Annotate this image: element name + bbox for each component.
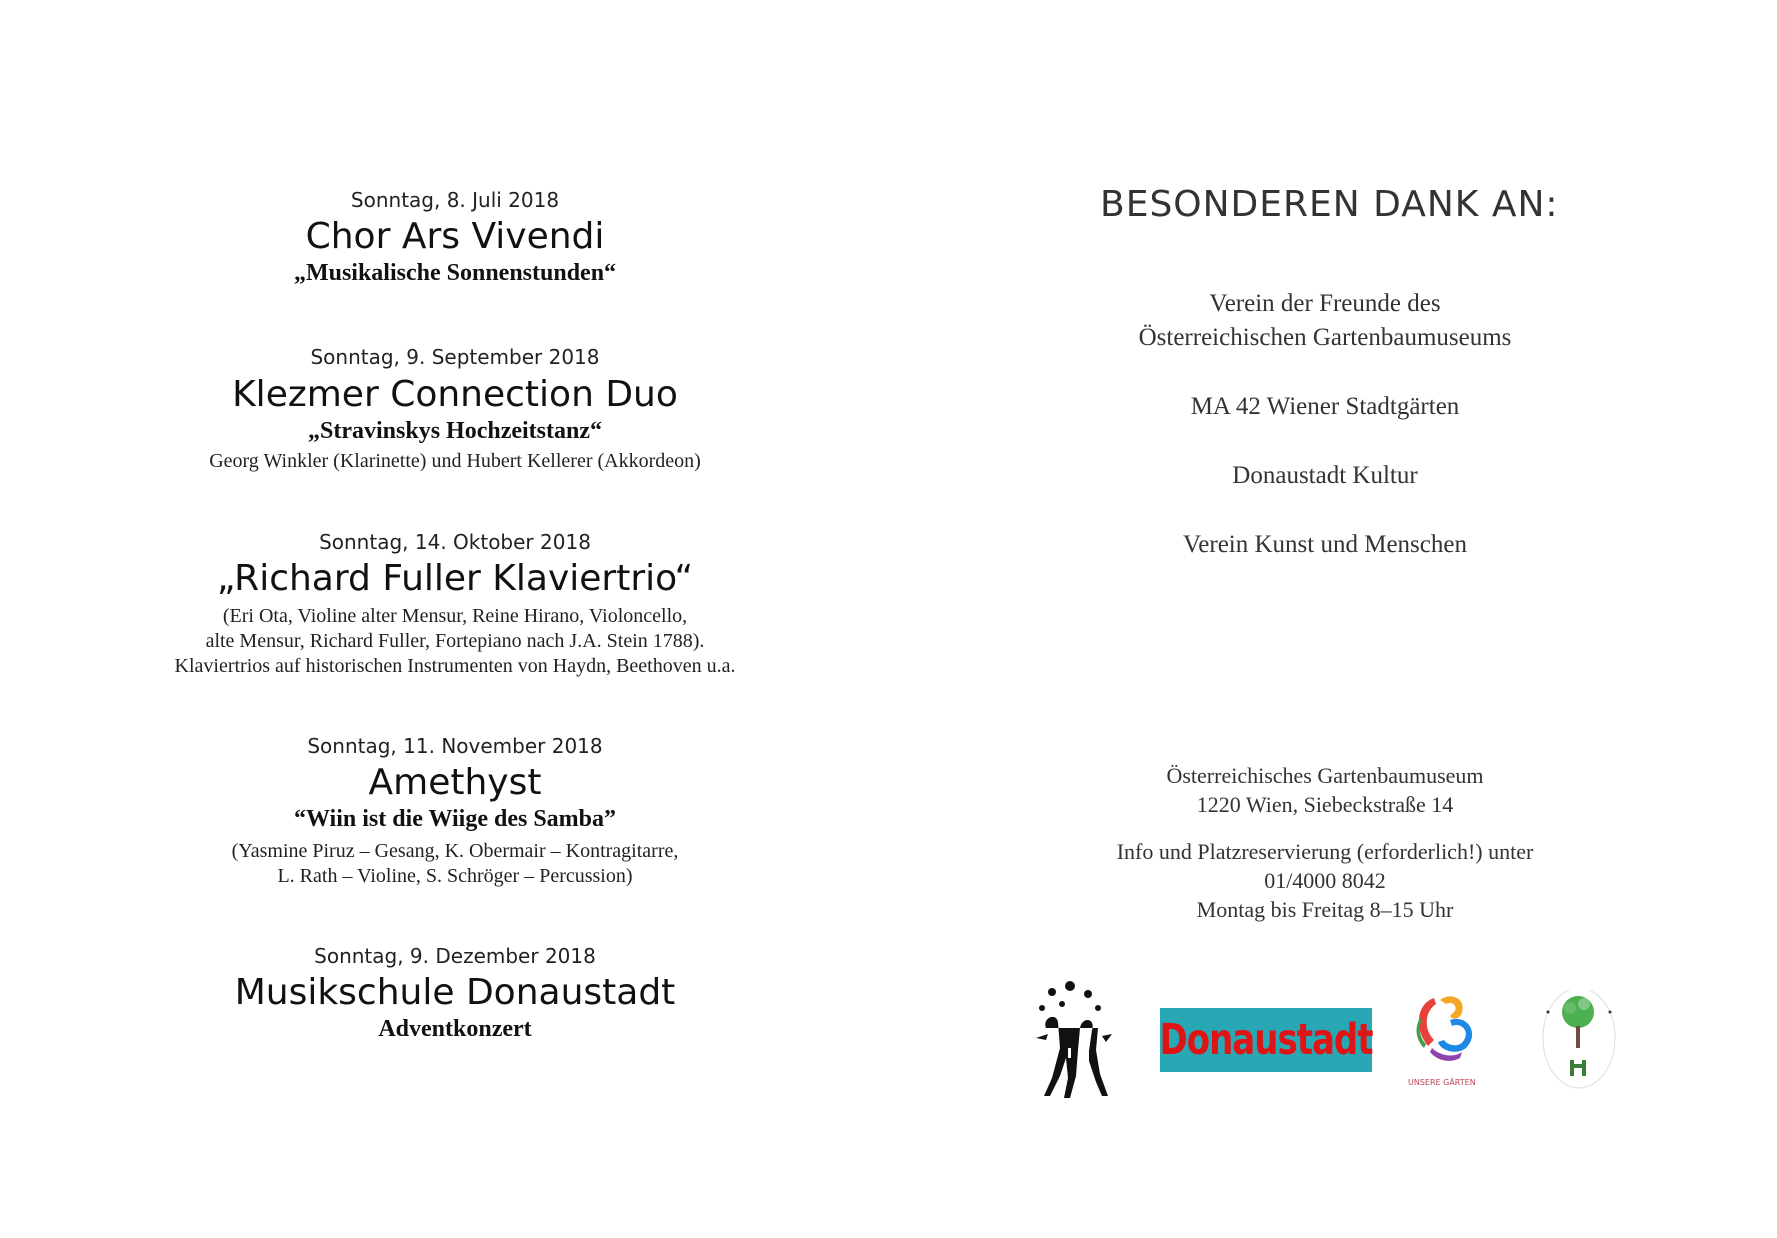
event-title: Amethyst [368, 762, 542, 803]
event-title: „Richard Fuller Klaviertrio“ [216, 558, 694, 599]
event-detail: (Eri Ota, Violine alter Mensur, Reine Hirano, Violoncello, [222, 605, 688, 627]
museum-name: Österreichisches Gartenbaumuseum [1166, 763, 1484, 788]
thanks-heading: BESONDEREN DANK AN: [1100, 184, 1559, 225]
kunst-und-menschen-logo [1022, 978, 1112, 1100]
thanks-item: Verein der Freunde des [1209, 290, 1441, 317]
donaustadt-logo-text: Donaustadt [1159, 1015, 1373, 1065]
event-date: Sonntag, 14. Oktober 2018 [319, 530, 591, 554]
thanks-item: MA 42 Wiener Stadtgärten [1190, 393, 1460, 420]
event-detail: Klaviertrios auf historischen Instrumenten von Haydn, Beethoven u.a. [174, 655, 736, 677]
thanks-item: Österreichischen Gartenbaumuseums [1138, 324, 1512, 351]
event-detail: (Yasmine Piruz – Gesang, K. Obermair – Kontragitarre, [231, 840, 679, 862]
event-date: Sonntag, 9. September 2018 [310, 345, 600, 369]
event-title: Chor Ars Vivendi [305, 216, 605, 257]
event-detail: Georg Winkler (Klarinette) und Hubert Kellerer (Akkordeon) [209, 450, 701, 472]
unsere-gaerten-text: UNSERE GÄRTEN [1408, 1078, 1476, 1087]
event-date: Sonntag, 9. Dezember 2018 [314, 944, 596, 968]
opening-hours: Montag bis Freitag 8–15 Uhr [1196, 897, 1454, 922]
museum-address: 1220 Wien, Siebeckstraße 14 [1196, 792, 1454, 817]
event-detail: L. Rath – Violine, S. Schröger – Percussion) [277, 865, 633, 887]
reservation-info: Info und Platzreservierung (erforderlich!) unter [1116, 839, 1534, 864]
event-date: Sonntag, 11. November 2018 [307, 734, 603, 758]
phone-number: 01/4000 8042 [1264, 868, 1386, 893]
event-subtitle: “Wiin ist die Wiige des Samba” [293, 806, 617, 832]
event-date: Sonntag, 8. Juli 2018 [350, 188, 560, 212]
event-title: Musikschule Donaustadt [234, 972, 676, 1013]
event-subtitle: Adventkonzert [378, 1016, 532, 1042]
event-subtitle: „Musikalische Sonnenstunden“ [293, 260, 617, 286]
event-subtitle: „Stravinskys Hochzeitstanz“ [308, 418, 602, 444]
thanks-item: Donaustadt Kultur [1232, 462, 1418, 489]
tree-logo [1540, 990, 1618, 1090]
unsere-gaerten-logo [1410, 990, 1490, 1070]
event-detail: alte Mensur, Richard Fuller, Fortepiano nach J.A. Stein 1788). [205, 630, 705, 652]
donaustadt-logo [1160, 1008, 1372, 1072]
thanks-item: Verein Kunst und Menschen [1183, 531, 1467, 558]
event-title: Klezmer Connection Duo [232, 374, 678, 415]
